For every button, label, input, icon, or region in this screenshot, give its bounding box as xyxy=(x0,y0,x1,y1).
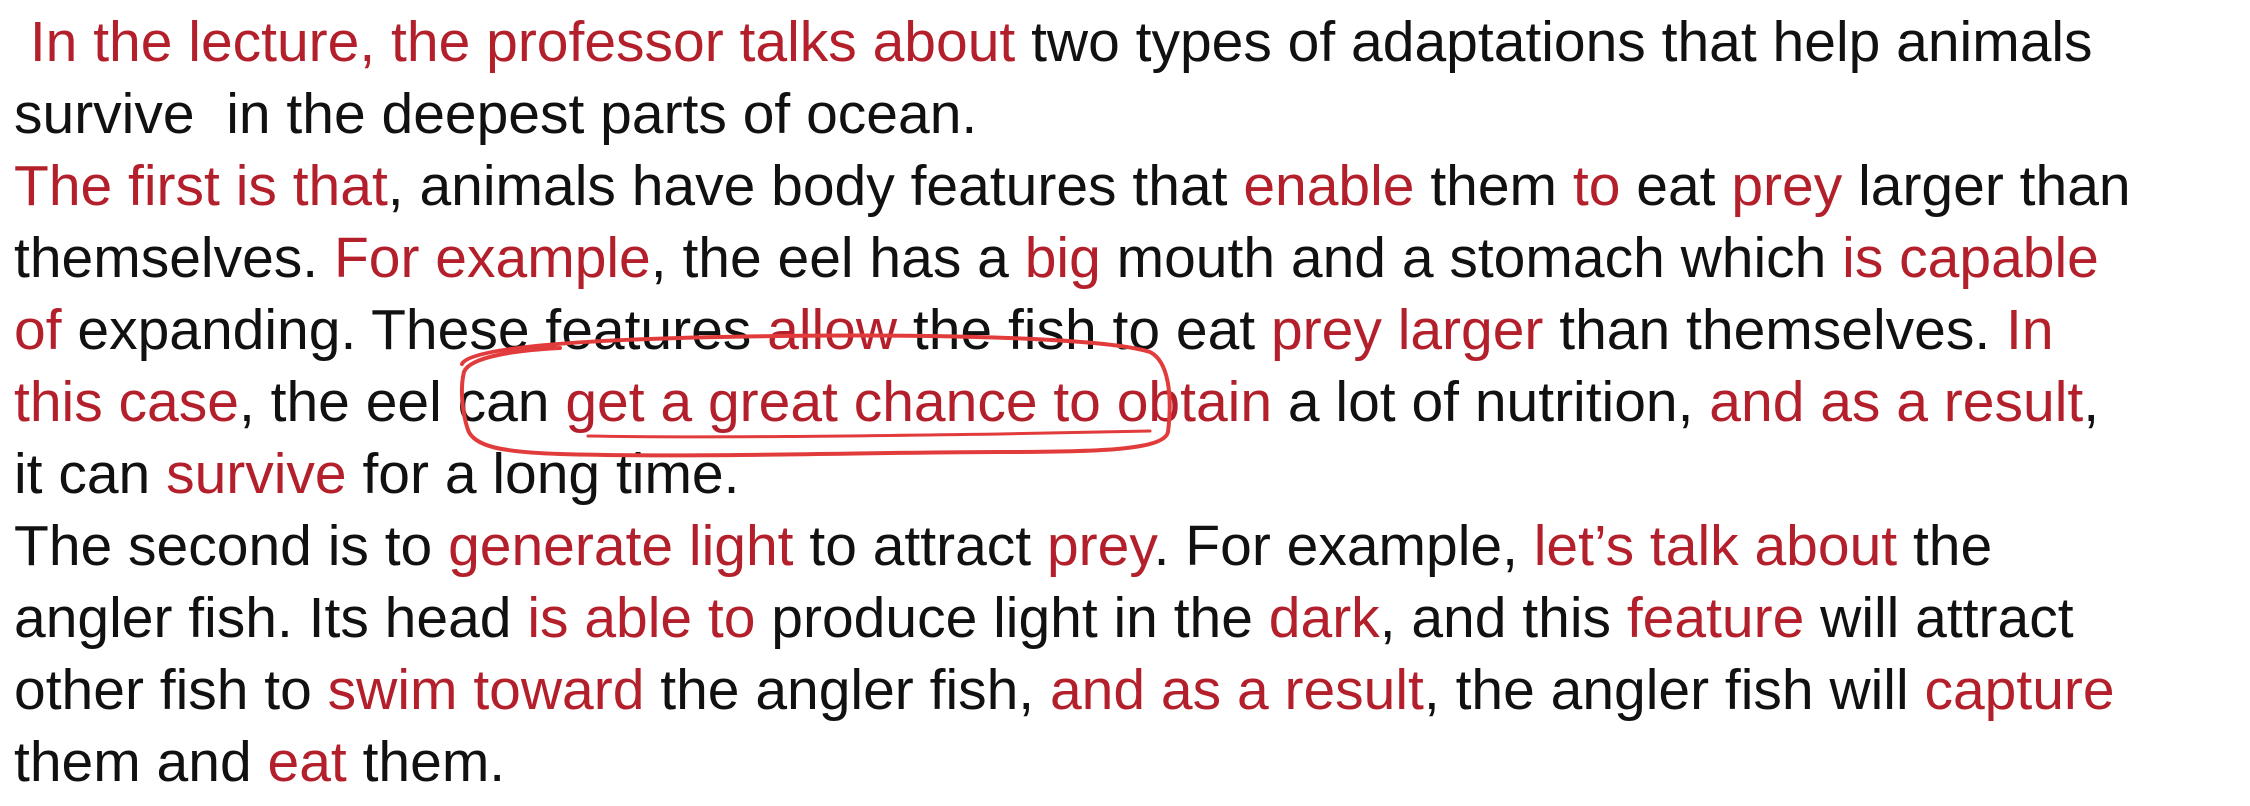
body-text: the angler fish, xyxy=(644,658,1050,722)
text-line xyxy=(14,510,2131,582)
body-text: The second is to xyxy=(14,514,449,578)
highlighted-phrase: The first is that xyxy=(14,154,388,218)
highlighted-phrase: is able to xyxy=(527,586,756,650)
highlighted-phrase: capture xyxy=(1924,658,2115,722)
body-text: , the angler fish will xyxy=(1423,658,1925,722)
body-text: two types of adaptations that help animals xyxy=(1015,10,2093,74)
body-text: angler fish. Its head xyxy=(14,586,528,650)
body-text: other fish to xyxy=(14,658,328,722)
highlighted-phrase: generate light xyxy=(448,514,794,578)
body-text: , and this xyxy=(1379,586,1627,650)
highlighted-phrase: allow xyxy=(767,298,898,362)
body-text: eat xyxy=(1620,154,1732,218)
essay-text xyxy=(14,6,2131,798)
highlighted-phrase: obtain xyxy=(1116,370,1273,434)
body-text: to attract xyxy=(793,514,1047,578)
body-text: them. xyxy=(346,730,506,794)
body-text: them and xyxy=(14,730,268,794)
body-text: a lot of nutrition, xyxy=(1272,370,1710,434)
body-text: , the eel can xyxy=(238,370,566,434)
highlighted-phrase: big xyxy=(1024,226,1101,290)
text-line xyxy=(14,654,2131,726)
body-text: the xyxy=(1897,514,1993,578)
text-line xyxy=(14,366,2131,438)
highlighted-phrase: to xyxy=(1572,154,1621,218)
highlighted-phrase: For example xyxy=(333,226,651,290)
body-text: will attract xyxy=(1804,586,2074,650)
highlighted-phrase: In the lecture, the professor talks about xyxy=(14,10,1016,74)
body-text: themselves. xyxy=(14,226,334,290)
highlighted-phrase: dark xyxy=(1268,586,1380,650)
highlighted-phrase: and as a result xyxy=(1049,658,1424,722)
text-line xyxy=(14,222,2131,294)
body-text: , the eel has a xyxy=(650,226,1025,290)
body-text: for a long time. xyxy=(346,442,740,506)
body-text: . For example, xyxy=(1153,514,1534,578)
body-text: it can xyxy=(14,442,167,506)
highlighted-phrase: of xyxy=(14,298,62,362)
text-line xyxy=(14,78,2131,150)
highlighted-phrase: get a great chance to xyxy=(565,370,1101,434)
body-text xyxy=(1101,370,1117,434)
highlighted-phrase: eat xyxy=(267,730,347,794)
text-line xyxy=(14,6,2131,78)
highlighted-phrase: is capable xyxy=(1842,226,2099,290)
highlighted-phrase: In xyxy=(2006,298,2054,362)
body-text: than themselves. xyxy=(1543,298,2006,362)
highlighted-phrase: feature xyxy=(1626,586,1805,650)
highlighted-phrase: swim toward xyxy=(327,658,645,722)
highlighted-phrase: prey xyxy=(1046,514,1154,578)
body-text: expanding. These features xyxy=(61,298,768,362)
highlighted-phrase: prey larger xyxy=(1270,298,1544,362)
highlighted-phrase: prey xyxy=(1731,154,1843,218)
body-text: survive in the deepest parts of ocean. xyxy=(14,82,978,146)
body-text: them xyxy=(1414,154,1573,218)
body-text: , xyxy=(2083,370,2100,434)
body-text: , animals have body features that xyxy=(387,154,1244,218)
body-text: larger than xyxy=(1842,154,2131,218)
text-line xyxy=(14,582,2131,654)
body-text: produce light in the xyxy=(755,586,1269,650)
highlighted-phrase: let’s talk about xyxy=(1533,514,1898,578)
body-text: the fish to eat xyxy=(897,298,1271,362)
text-line xyxy=(14,150,2131,222)
text-line xyxy=(14,726,2131,798)
text-line xyxy=(14,294,2131,366)
highlighted-phrase: enable xyxy=(1243,154,1415,218)
highlighted-phrase: this case xyxy=(14,370,239,434)
text-line xyxy=(14,438,2131,510)
highlighted-phrase: survive xyxy=(166,442,347,506)
body-text: mouth and a stomach which xyxy=(1100,226,1843,290)
highlighted-phrase: and as a result xyxy=(1709,370,2084,434)
